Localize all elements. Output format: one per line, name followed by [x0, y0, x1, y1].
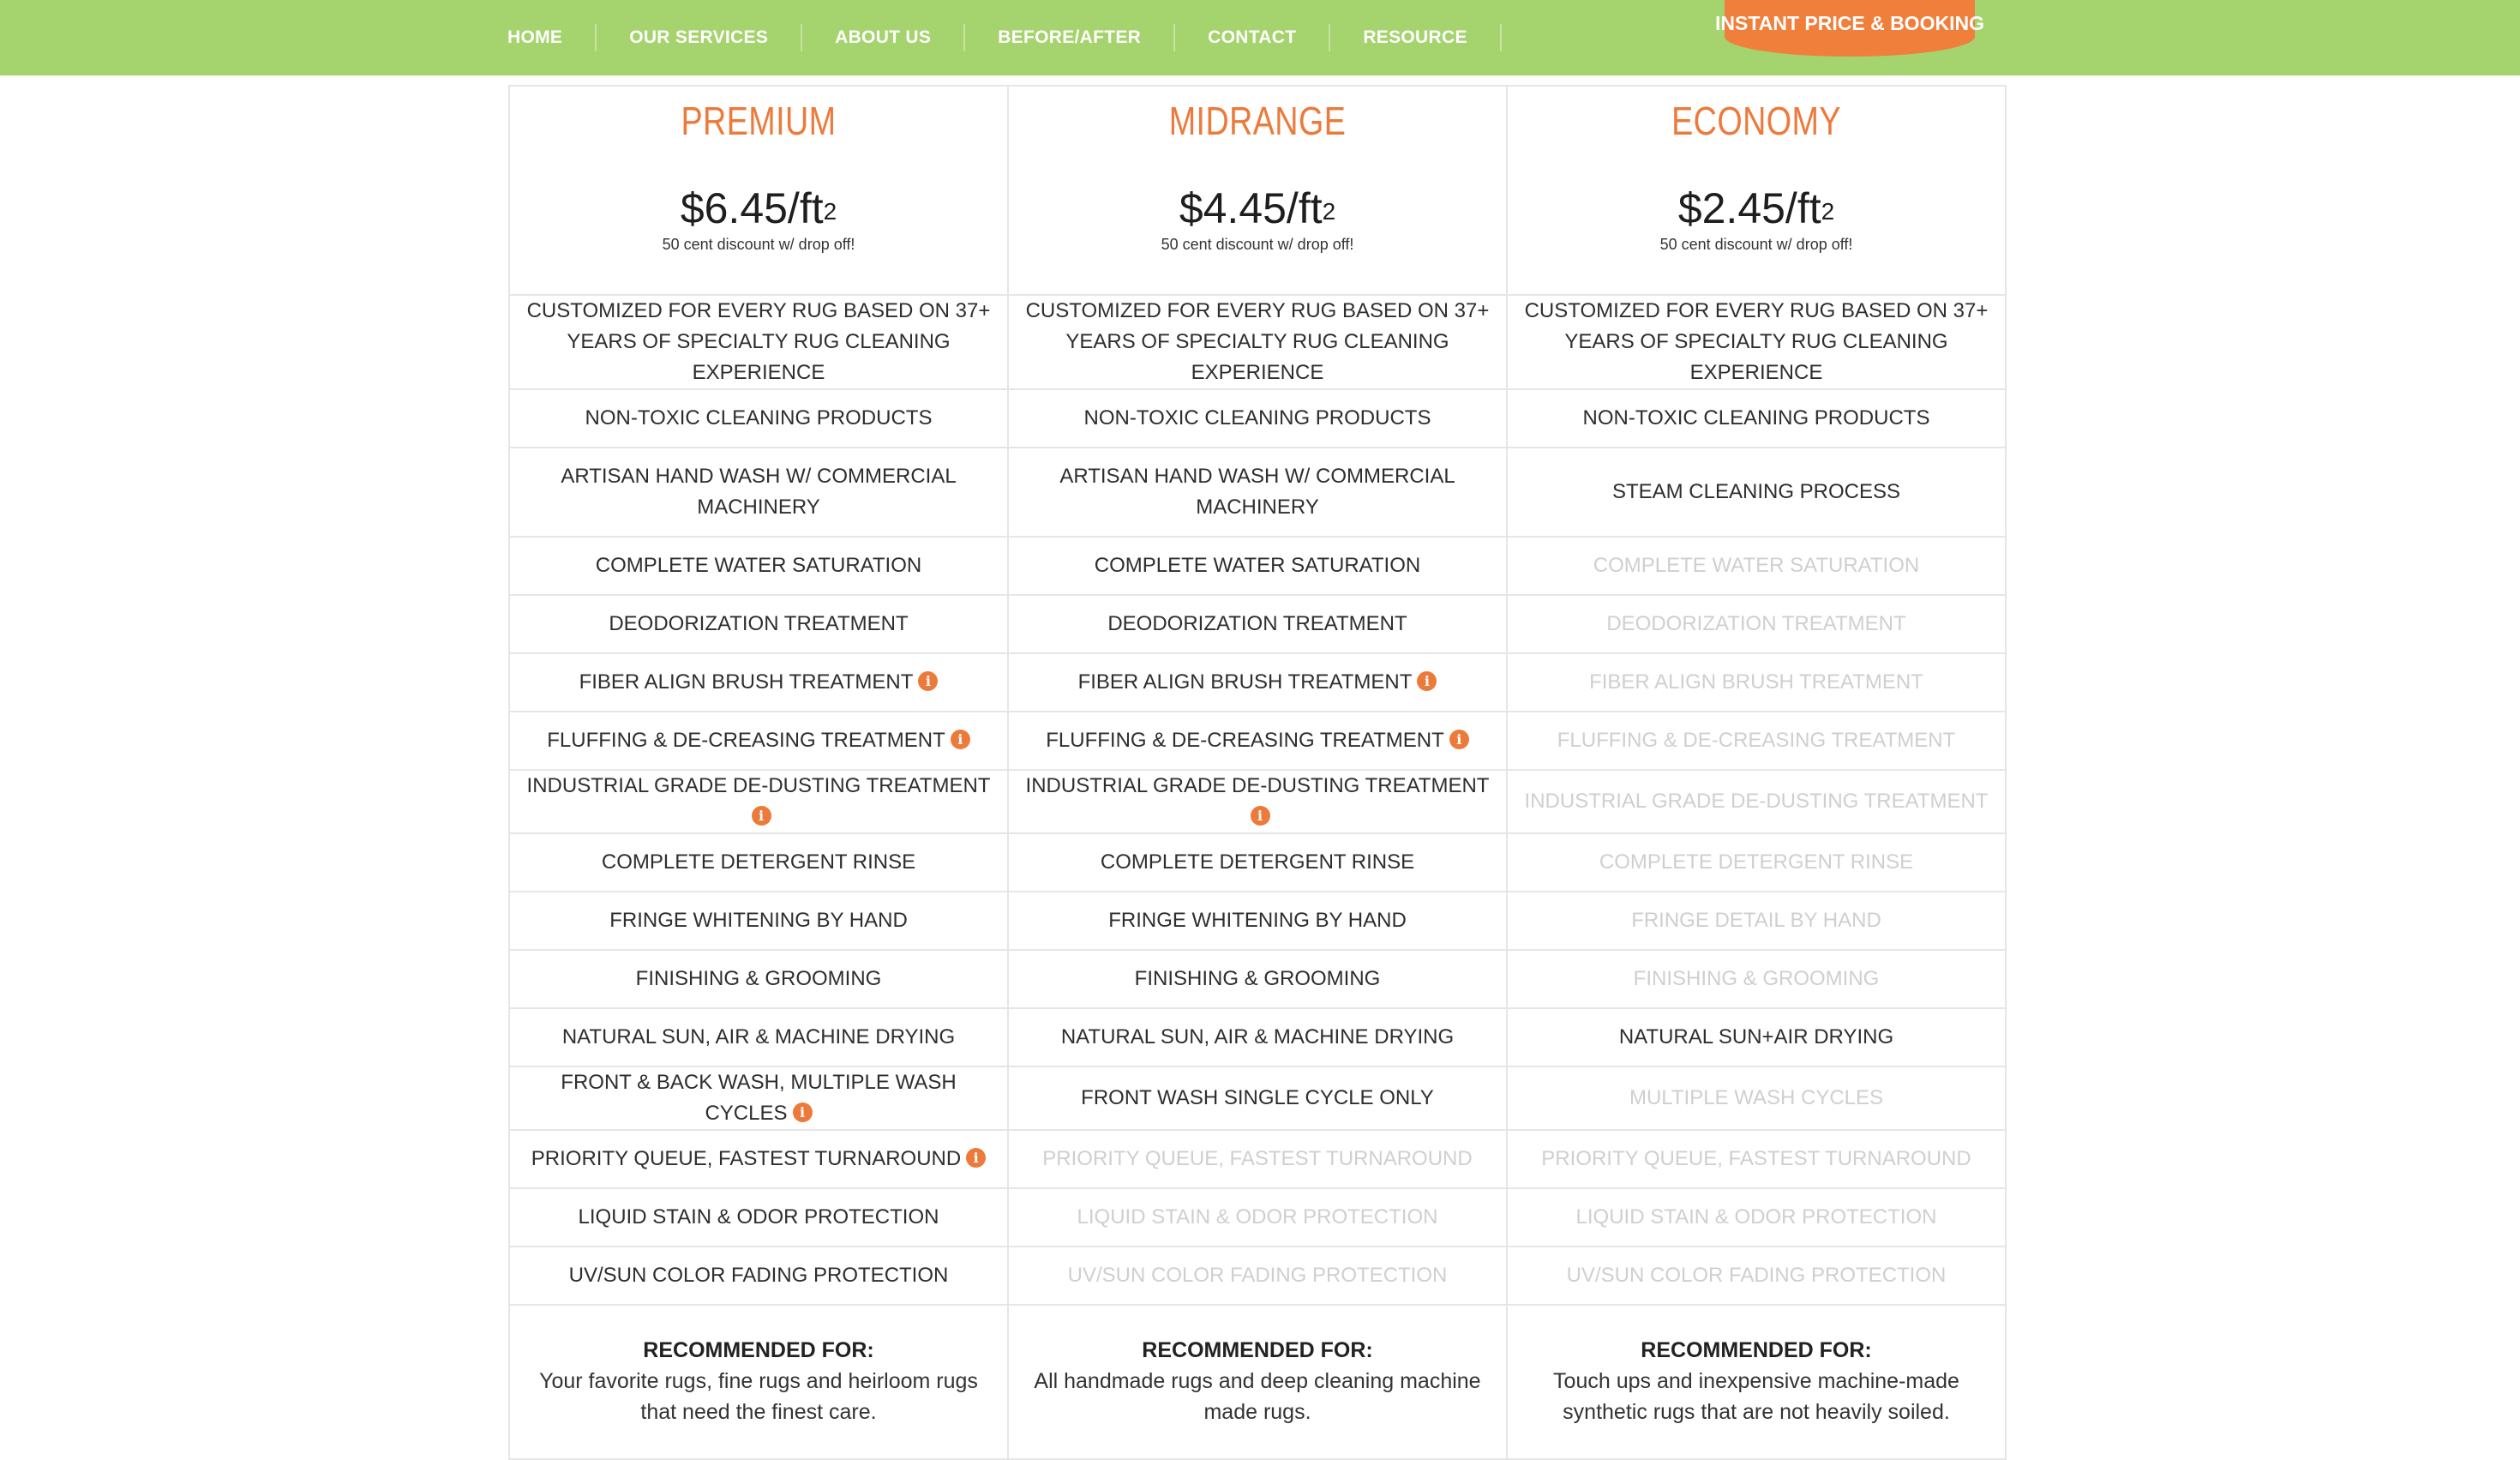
feature-row: [509, 1066, 2006, 1130]
feature-cell: [1008, 389, 1507, 448]
info-icon[interactable]: i: [951, 730, 970, 749]
feature-text: FRONT WASH SINGLE CYCLE ONLY: [1081, 1086, 1434, 1109]
recommended-text: Your favorite rugs, fine rugs and heirloom rugs that need the finest care.: [539, 1369, 978, 1424]
plan-header-economy: [1507, 86, 2006, 295]
feature-cell: [1008, 295, 1507, 389]
feature-cell: [1507, 1130, 2006, 1188]
feature-cell: [1507, 1008, 2006, 1066]
feature-cell: [509, 295, 1008, 389]
info-icon[interactable]: i: [793, 1103, 813, 1122]
feature-text: NATURAL SUN, AIR & MACHINE DRYING: [1060, 1025, 1455, 1048]
info-icon[interactable]: i: [1417, 671, 1437, 691]
nav-resource-label: RESOURCE: [1363, 27, 1467, 47]
feature-text: FRONT & BACK WASH, MULTIPLE WASH CYCLES: [561, 1071, 957, 1125]
feature-cell: [1507, 389, 2006, 448]
feature-text: LIQUID STAIN & ODOR PROTECTION: [1575, 1205, 1937, 1229]
feature-text: LIQUID STAIN & ODOR PROTECTION: [578, 1205, 939, 1229]
info-icon[interactable]: i: [752, 806, 771, 826]
feature-text: INDUSTRIAL GRADE DE-DUSTING TREATMENT: [1524, 790, 1989, 813]
feature-text: FRINGE WHITENING BY HAND: [1108, 909, 1407, 932]
nav-before-after-label: BEFORE/AFTER: [998, 27, 1142, 47]
feature-cell: [509, 537, 1008, 595]
feature-cell: [509, 833, 1008, 892]
feature-text: FIBER ALIGN BRUSH TREATMENT: [579, 670, 914, 694]
feature-cell: [1507, 1247, 2006, 1305]
feature-text: FRINGE DETAIL BY HAND: [1631, 909, 1881, 932]
feature-text: DEODORIZATION TREATMENT: [1107, 612, 1407, 635]
plan-name: PREMIUM: [681, 99, 837, 143]
feature-row: [509, 595, 2006, 653]
feature-cell: [509, 712, 1008, 770]
feature-cell: [1008, 833, 1507, 892]
feature-cell: [509, 595, 1008, 653]
recommended-text: Touch ups and inexpensive machine-made synthetic rugs that are not heavily soiled.: [1553, 1369, 1959, 1424]
feature-cell: [1008, 892, 1507, 950]
info-icon[interactable]: i: [1251, 806, 1270, 826]
feature-cell: [509, 1130, 1008, 1188]
feature-text: NON-TOXIC CLEANING PRODUCTS: [1083, 406, 1431, 430]
plan-price: [1019, 183, 1496, 234]
feature-text: INDUSTRIAL GRADE DE-DUSTING TREATMENT: [526, 774, 991, 797]
feature-text: MULTIPLE WASH CYCLES: [1629, 1086, 1884, 1109]
recommended-title: RECOMMENDED FOR:: [1641, 1338, 1872, 1362]
feature-cell: [1507, 712, 2006, 770]
feature-cell: [1008, 653, 1507, 712]
nav-resource[interactable]: [1330, 0, 1499, 75]
feature-cell: [509, 448, 1008, 537]
feature-cell: [1008, 712, 1507, 770]
feature-text: CUSTOMIZED FOR EVERY RUG BASED ON 37+ YEARS OF SPECIALTY RUG CLEANING EXPERIENCE: [526, 299, 991, 384]
feature-text: CUSTOMIZED FOR EVERY RUG BASED ON 37+ YEARS OF SPECIALTY RUG CLEANING EXPERIENCE: [1025, 299, 1490, 384]
plan-header-midrange: [1008, 86, 1507, 295]
feature-cell: [509, 1247, 1008, 1305]
feature-cell: [1507, 1188, 2006, 1247]
nav-before-after[interactable]: [965, 0, 1173, 75]
recommended-title: RECOMMENDED FOR:: [643, 1338, 874, 1362]
feature-text: NATURAL SUN, AIR & MACHINE DRYING: [561, 1025, 956, 1048]
feature-cell: [1008, 595, 1507, 653]
feature-row: [509, 1247, 2006, 1305]
recommended-cell: [509, 1305, 1008, 1459]
plan-header-row: [509, 86, 2006, 295]
feature-cell: [1507, 892, 2006, 950]
feature-cell: [1507, 448, 2006, 537]
nav-about-us[interactable]: [802, 0, 963, 75]
feature-text: FIBER ALIGN BRUSH TREATMENT: [1589, 670, 1923, 694]
plan-price-unit-exponent: 2: [1322, 198, 1336, 225]
feature-text: LIQUID STAIN & ODOR PROTECTION: [1077, 1205, 1438, 1229]
plan-price-value: $2.45/ft: [1677, 184, 1821, 232]
recommended-title: RECOMMENDED FOR:: [1142, 1338, 1373, 1362]
feature-cell: [509, 653, 1008, 712]
feature-row: [509, 1188, 2006, 1247]
nav-home[interactable]: [507, 0, 595, 75]
feature-text: FINISHING & GROOMING: [1633, 967, 1880, 990]
feature-cell: [509, 1008, 1008, 1066]
plan-name: MIDRANGE: [1168, 99, 1347, 143]
feature-text: PRIORITY QUEUE, FASTEST TURNAROUND: [1042, 1147, 1473, 1170]
feature-text: COMPLETE WATER SATURATION: [1094, 554, 1421, 577]
plan-discount-note: 50 cent discount w/ drop off!: [1659, 236, 1853, 253]
plan-discount-note: 50 cent discount w/ drop off!: [662, 236, 855, 253]
feature-text: COMPLETE DETERGENT RINSE: [601, 850, 916, 874]
recommended-row: [509, 1305, 2006, 1459]
feature-text: DEODORIZATION TREATMENT: [1606, 612, 1906, 635]
instant-price-booking-button[interactable]: INSTANT PRICE & BOOKING: [1725, 0, 1975, 57]
feature-text: NATURAL SUN+AIR DRYING: [1618, 1025, 1894, 1048]
top-nav-bar: [0, 0, 2520, 75]
feature-text: COMPLETE DETERGENT RINSE: [1599, 850, 1914, 874]
feature-text: FIBER ALIGN BRUSH TREATMENT: [1077, 670, 1413, 694]
feature-cell: [1008, 1247, 1507, 1305]
main-nav: [507, 0, 1502, 75]
feature-text: FLUFFING & DE-CREASING TREATMENT: [1557, 729, 1956, 752]
info-icon[interactable]: i: [918, 671, 938, 691]
feature-text: COMPLETE DETERGENT RINSE: [1100, 850, 1415, 874]
feature-row: [509, 833, 2006, 892]
feature-cell: [1008, 1130, 1507, 1188]
feature-text: UV/SUN COLOR FADING PROTECTION: [568, 1264, 949, 1287]
feature-cell: [1507, 295, 2006, 389]
feature-text: FLUFFING & DE-CREASING TREATMENT: [547, 729, 945, 752]
feature-text: FINISHING & GROOMING: [635, 967, 882, 990]
feature-cell: [1008, 770, 1507, 833]
feature-cell: [1507, 595, 2006, 653]
recommended-cell: [1507, 1305, 2006, 1459]
plan-price-value: $6.45/ft: [680, 184, 824, 232]
feature-row: [509, 712, 2006, 770]
plan-discount-note: 50 cent discount w/ drop off!: [1161, 236, 1354, 253]
nav-our-services-label: OUR SERVICES: [629, 27, 769, 47]
nav-our-services[interactable]: [597, 0, 801, 75]
feature-text: FRINGE WHITENING BY HAND: [609, 909, 908, 932]
feature-text: INDUSTRIAL GRADE DE-DUSTING TREATMENT: [1025, 774, 1490, 797]
feature-row: [509, 1008, 2006, 1066]
feature-text: FINISHING & GROOMING: [1134, 967, 1381, 990]
feature-text: ARTISAN HAND WASH W/ COMMERCIAL MACHINERY: [1059, 465, 1455, 519]
feature-text: DEODORIZATION TREATMENT: [609, 612, 909, 635]
feature-cell: [1507, 537, 2006, 595]
feature-cell: [1008, 1188, 1507, 1247]
plan-name: ECONOMY: [1671, 99, 1841, 143]
info-icon[interactable]: i: [966, 1148, 986, 1168]
feature-row: [509, 389, 2006, 448]
nav-home-label: HOME: [507, 27, 563, 47]
nav-contact[interactable]: [1175, 0, 1329, 75]
feature-cell: [509, 1066, 1008, 1130]
nav-about-us-label: ABOUT US: [835, 27, 932, 47]
feature-row: [509, 950, 2006, 1008]
feature-text: ARTISAN HAND WASH W/ COMMERCIAL MACHINERY: [561, 465, 957, 519]
feature-row: [509, 1130, 2006, 1188]
feature-text: FLUFFING & DE-CREASING TREATMENT: [1046, 729, 1444, 752]
feature-text: COMPLETE WATER SATURATION: [1593, 554, 1920, 577]
plan-price-value: $4.45/ft: [1179, 184, 1323, 232]
feature-cell: [1507, 950, 2006, 1008]
feature-cell: [1507, 770, 2006, 833]
feature-row: [509, 295, 2006, 389]
feature-row: [509, 653, 2006, 712]
feature-text: STEAM CLEANING PROCESS: [1611, 480, 1901, 503]
recommended-text: All handmade rugs and deep cleaning machine made rugs.: [1034, 1369, 1481, 1424]
feature-text: NON-TOXIC CLEANING PRODUCTS: [585, 406, 933, 430]
feature-text: NON-TOXIC CLEANING PRODUCTS: [1582, 406, 1930, 430]
feature-cell: [1008, 448, 1507, 537]
nav-divider: [1500, 24, 1502, 51]
feature-cell: [509, 892, 1008, 950]
feature-text: UV/SUN COLOR FADING PROTECTION: [1566, 1264, 1947, 1287]
feature-text: PRIORITY QUEUE, FASTEST TURNAROUND: [531, 1147, 962, 1170]
recommended-cell: [1008, 1305, 1507, 1459]
feature-row: [509, 537, 2006, 595]
feature-row: [509, 770, 2006, 833]
feature-text: UV/SUN COLOR FADING PROTECTION: [1067, 1264, 1448, 1287]
feature-cell: [509, 770, 1008, 833]
feature-text: PRIORITY QUEUE, FASTEST TURNAROUND: [1541, 1147, 1971, 1170]
feature-cell: [1008, 1066, 1507, 1130]
plan-price: [520, 183, 997, 234]
feature-text: COMPLETE WATER SATURATION: [595, 554, 922, 577]
plan-header-premium: [509, 86, 1008, 295]
feature-cell: [509, 389, 1008, 448]
nav-contact-label: CONTACT: [1208, 27, 1297, 47]
feature-text: CUSTOMIZED FOR EVERY RUG BASED ON 37+ YEARS OF SPECIALTY RUG CLEANING EXPERIENCE: [1524, 299, 1989, 384]
plan-price-unit-exponent: 2: [823, 198, 837, 225]
feature-cell: [509, 950, 1008, 1008]
feature-cell: [1507, 833, 2006, 892]
feature-cell: [1008, 537, 1507, 595]
plan-price: [1518, 183, 1995, 234]
feature-cell: [1507, 1066, 2006, 1130]
feature-row: [509, 892, 2006, 950]
feature-row: [509, 448, 2006, 537]
feature-cell: [1008, 950, 1507, 1008]
pricing-comparison-table: [508, 85, 2007, 1460]
plan-price-unit-exponent: 2: [1821, 198, 1835, 225]
feature-cell: [509, 1188, 1008, 1247]
feature-cell: [1507, 653, 2006, 712]
info-icon[interactable]: i: [1449, 730, 1469, 749]
feature-cell: [1008, 1008, 1507, 1066]
